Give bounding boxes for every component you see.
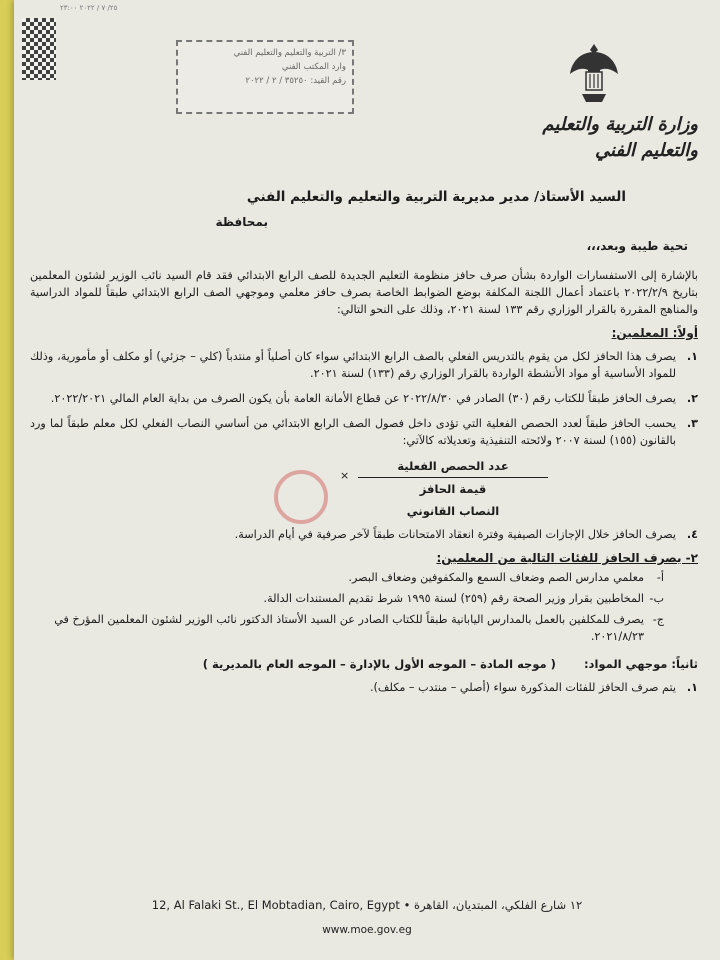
sub-list-item (30, 569, 664, 586)
sub-item-text: المخاطبين بقرار وزير الصحة رقم (٢٥٩) لسنة ١٩٩٥ شرط تقديم المستندات الدالة. (263, 592, 644, 605)
supervisors-heading: ثانياً: موجهي المواد: (583, 657, 698, 671)
item-text: يتم صرف الحافز للفئات المذكورة سواء (أصلي – منتدب – مكلف). (370, 681, 676, 694)
section-supervisors-title (30, 657, 698, 671)
times-symbol: × (340, 469, 350, 482)
addressee: السيد الأستاذ/ مدير مديرية التربية والتعليم والتعليم الفني (246, 189, 626, 205)
sub-item-text: يصرف للمكلفين بالعمل بالمدارس اليابانية طبقاً للكتاب الصادر عن السيد الأستاذ الدكتور نائب الوزير لشئون المعلمين المؤرخ في ٢٠٢١/٨/٢٣. (54, 613, 644, 643)
incentive-formula (340, 459, 548, 518)
eagle-emblem-icon (568, 40, 620, 108)
item-number: ١. (686, 681, 698, 694)
footer-website: www.moe.gov.eg (322, 924, 412, 936)
formula-multiplier: قيمة الحافز (419, 482, 487, 496)
ministry-name (528, 112, 698, 164)
list-item (30, 526, 698, 543)
item-number: ٣. (686, 417, 698, 430)
intro-paragraph: بالإشارة إلى الاستفسارات الواردة بشأن صرف حافز منظومة التعليم الجديدة للصف الرابع الابتدائي فقد قام السيد نائب الوزير لشئون المعلمين بتاريخ ٢٠٢٢/٢/٩ باعتماد أعمال اللجنة المكلفة بوضع الضوابط الخاصة بصرف حافز معلمي وموجهي الصف الرابع الابتدائي طبقاً للمواد الدراسية والمناهج المقررة بالقرار الوزاري رقم ١٣٣ لسنة ٢٠٢١، وذلك على النحو التالي: (30, 269, 698, 316)
item-number: ١. (686, 350, 698, 363)
sub-item-text: معلمي مدارس الصم وضعاف السمع والمكفوفين وضعاف البصر. (348, 571, 644, 584)
sub-list-item (30, 611, 664, 645)
formula-denominator: النصاب القانوني (406, 504, 500, 518)
list-item (30, 415, 698, 449)
list-item (30, 679, 698, 696)
ministry-line: والتعليم الفني (595, 140, 698, 161)
stamp-line: ٣/ التربية والتعليم والتعليم الفني (233, 48, 346, 58)
sub-item-letter: أ- (656, 571, 664, 584)
item-number: ٢. (686, 392, 698, 405)
formula-divider (340, 469, 548, 482)
list-item (30, 348, 698, 382)
item-text: يحسب الحافز طبقاً لعدد الحصص الفعلية التي تؤدى داخل فصول الصف الرابع الابتدائي من أساسي النصاب الفعلي لكل معلم طبقاً لما ورد بالقانون (١٥٥) لسنة ٢٠٠٧ ولائحته التنفيذية وتعديلاته كالآتي: (30, 417, 676, 447)
sub-item-letter: ج- (652, 613, 664, 626)
letter-body (30, 185, 698, 696)
incoming-stamp (176, 40, 354, 114)
item-text: يصرف هذا الحافز لكل من يقوم بالتدريس الفعلي بالصف الرابع الابتدائي سواء كان أصلياً أو منتدباً (كلي – جزئي) أو مكلف أو مأمورية، وذلك للمواد الأساسية أو مواد الأنشطة الواردة بالقرار الوزاري رقم (١٣٣) لسنة ٢٠٢١. (30, 350, 676, 380)
scan-marker (22, 18, 56, 80)
stamp-line: وارد المكتب الفني (281, 62, 346, 72)
top-reference: ٢٥/ ٧ / ٢٠٢٢ ٢٣:٠٠ (60, 4, 118, 12)
list-item (30, 390, 698, 407)
letter-footer (14, 898, 720, 936)
section-categories-title: ٢- يصرف الحافز للفئات التالية من المعلمين: (436, 551, 698, 565)
stamp-line: رقم القيد: ٣٥٢٥٠ / ٢ / ٢٠٢٢ (245, 76, 346, 86)
greeting: تحية طيبة وبعد،،، (586, 239, 688, 253)
ministry-line: وزارة التربية والتعليم (542, 114, 698, 135)
item-number: ٤. (686, 528, 698, 541)
item-text: يصرف الحافز خلال الإجازات الصيفية وفترة انعقاد الامتحانات طبقاً لآخر صرفية في أيام الدراسة. (234, 528, 676, 541)
sub-list-item (30, 590, 664, 607)
section-teachers-title: أولاً: المعلمين: (611, 326, 698, 340)
formula-numerator: عدد الحصص الفعلية (397, 459, 509, 473)
supervisors-roles: ( موجه المادة – الموجه الأول بالإدارة – الموجه العام بالمديرية ) (202, 657, 556, 671)
sub-item-letter: ب- (649, 592, 664, 605)
footer-address: 12, Al Falaki St., El Mobtadian, Cairo, Egypt • ١٢ شارع الفلكي، المبتديان، القاهرة (151, 898, 583, 912)
item-text: يصرف الحافز طبقاً للكتاب رقم (٣٠) الصادر في ٢٠٢٢/٨/٣٠ عن قطاع الأمانة العامة بأن يكون الصرف من بداية العام المالي ٢٠٢٢/٢٠٢١. (50, 392, 676, 405)
governorate: بمحافظة (215, 215, 268, 229)
